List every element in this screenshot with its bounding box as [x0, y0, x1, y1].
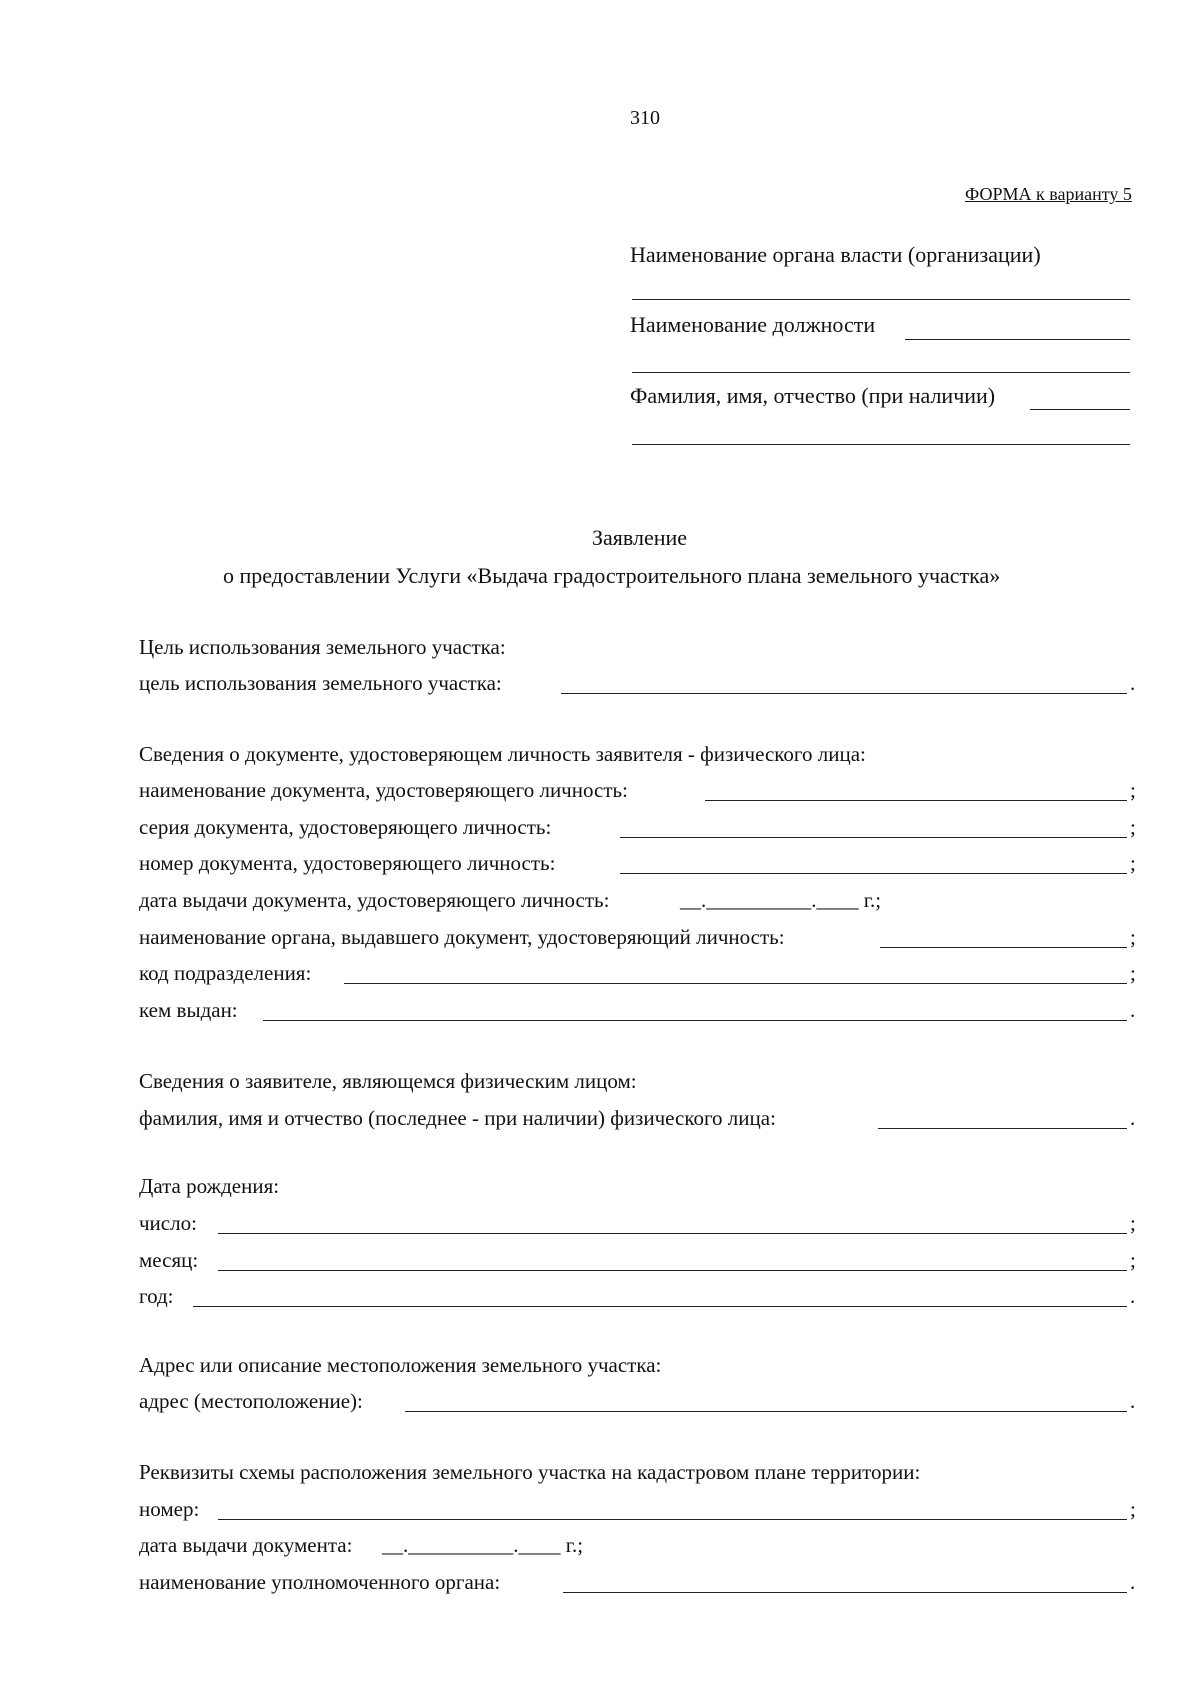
birth-month-label: месяц:	[139, 1248, 199, 1272]
applicant-fio-label: фамилия, имя и отчество (последнее - при наличии) физического лица:	[139, 1106, 776, 1130]
division-code-field[interactable]	[344, 983, 1127, 984]
id-doc-number-label: номер документа, удостоверяющего личность:	[139, 851, 556, 875]
scheme-heading: Реквизиты схемы расположения земельного участка на кадастровом плане территории:	[139, 1460, 921, 1484]
scheme-date-field[interactable]: __.__________.____ г.;	[382, 1533, 584, 1557]
birth-day-label: число:	[139, 1211, 197, 1235]
punct-period: .	[1130, 1284, 1136, 1308]
punct-period: .	[1130, 671, 1136, 695]
scheme-authority-label: наименование уполномоченного органа:	[139, 1570, 501, 1594]
birth-date-heading: Дата рождения:	[139, 1174, 280, 1198]
id-doc-series-label: серия документа, удостоверяющего личность:	[139, 815, 552, 839]
purpose-label: цель использования земельного участка:	[139, 671, 502, 695]
scheme-date-label: дата выдачи документа:	[139, 1533, 353, 1557]
form-label: ФОРМА к варианту 5	[965, 184, 1132, 204]
position-field-2[interactable]	[632, 372, 1130, 373]
document-subtitle: о предоставлении Услуги «Выдача градостроительного плана земельного участка»	[223, 563, 1001, 588]
id-doc-series-field[interactable]	[620, 837, 1127, 838]
birth-day-field[interactable]	[218, 1233, 1127, 1234]
applicant-heading: Сведения о заявителе, являющемся физическим лицом:	[139, 1069, 637, 1093]
applicant-fio-field[interactable]	[878, 1128, 1127, 1129]
purpose-field[interactable]	[561, 693, 1127, 694]
id-doc-date-field[interactable]: __.__________.____ г.;	[680, 888, 882, 912]
page-number: 310	[630, 107, 660, 129]
scheme-authority-field[interactable]	[563, 1592, 1127, 1593]
punct-period: .	[1130, 1106, 1136, 1130]
fio-label: Фамилия, имя, отчество (при наличии)	[630, 383, 996, 408]
id-doc-date-label: дата выдачи документа, удостоверяющего личность:	[139, 888, 610, 912]
id-doc-name-label: наименование документа, удостоверяющего личность:	[139, 778, 628, 802]
id-doc-number-field[interactable]	[620, 873, 1127, 874]
scheme-number-label: номер:	[139, 1497, 200, 1521]
birth-year-label: год:	[139, 1284, 174, 1308]
id-doc-issuer-field[interactable]	[880, 947, 1127, 948]
punct-semicolon: ;	[1130, 1211, 1136, 1235]
punct-semicolon: ;	[1130, 778, 1136, 802]
punct-semicolon: ;	[1130, 815, 1136, 839]
division-code-label: код подразделения:	[139, 961, 312, 985]
punct-semicolon: ;	[1130, 1248, 1136, 1272]
org-field[interactable]	[632, 299, 1130, 300]
position-label: Наименование должности	[630, 312, 876, 337]
issued-by-label: кем выдан:	[139, 998, 238, 1022]
punct-semicolon: ;	[1130, 1497, 1136, 1521]
document-title: Заявление	[592, 525, 688, 550]
birth-year-field[interactable]	[193, 1306, 1127, 1307]
purpose-heading: Цель использования земельного участка:	[139, 635, 506, 659]
punct-period: .	[1130, 1570, 1136, 1594]
id-doc-issuer-label: наименование органа, выдавшего документ, удостоверяющий личность:	[139, 925, 785, 949]
address-field[interactable]	[405, 1411, 1127, 1412]
org-label: Наименование органа власти (организации)	[630, 242, 1041, 267]
birth-month-field[interactable]	[218, 1270, 1127, 1271]
punct-semicolon: ;	[1130, 851, 1136, 875]
fio-field[interactable]	[1030, 409, 1130, 410]
punct-period: .	[1130, 1389, 1136, 1413]
id-doc-heading: Сведения о документе, удостоверяющем личность заявителя - физического лица:	[139, 742, 866, 766]
id-doc-name-field[interactable]	[705, 800, 1127, 801]
scheme-number-field[interactable]	[218, 1519, 1127, 1520]
address-label: адрес (местоположение):	[139, 1389, 363, 1413]
fio-field-2[interactable]	[632, 444, 1130, 445]
punct-period: .	[1130, 998, 1136, 1022]
punct-semicolon: ;	[1130, 961, 1136, 985]
address-heading: Адрес или описание местоположения земельного участка:	[139, 1353, 662, 1377]
punct-semicolon: ;	[1130, 925, 1136, 949]
issued-by-field[interactable]	[263, 1020, 1127, 1021]
position-field[interactable]	[905, 339, 1130, 340]
